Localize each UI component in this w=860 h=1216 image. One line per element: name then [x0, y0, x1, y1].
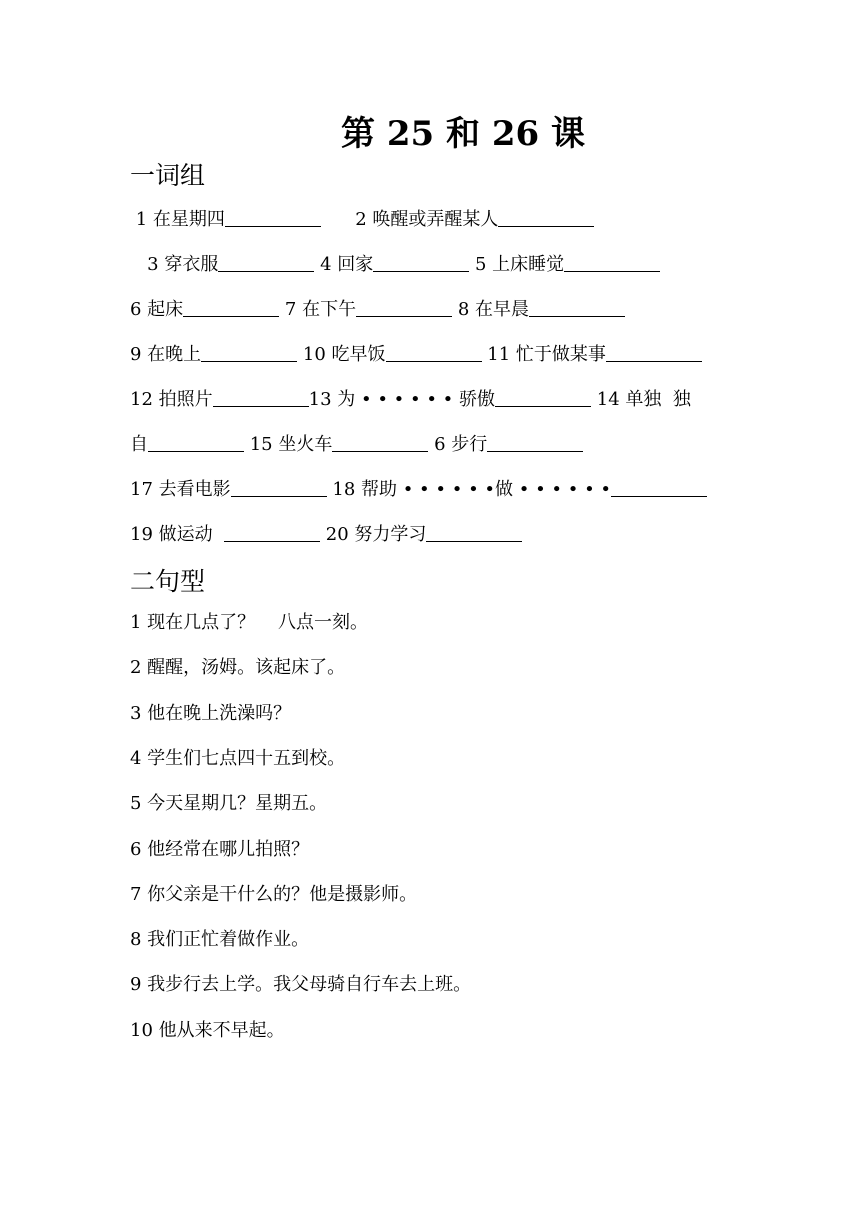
- phrase-text: 10 吃早饭: [297, 344, 386, 365]
- phrase-text: 14 单独 独: [591, 389, 691, 410]
- phrase-text: 6 起床: [130, 299, 184, 320]
- answer-blank[interactable]: [386, 343, 482, 362]
- phrase-text: 18 帮助 • • • • • •做 • • • • • •: [326, 479, 612, 500]
- section-heading-sentences: 二句型: [130, 567, 206, 596]
- answer-blank[interactable]: [183, 298, 279, 317]
- sentence-line: 2 醒醒，汤姆。该起床了。: [130, 657, 346, 679]
- phrase-text: 20 努力学习: [320, 524, 427, 545]
- sentence-line: 7 你父亲是干什么的？他是摄影师。: [130, 883, 418, 905]
- answer-blank[interactable]: [495, 388, 591, 407]
- phrase-line: [130, 388, 691, 411]
- answer-blank[interactable]: [498, 208, 594, 227]
- phrase-line: [130, 478, 707, 501]
- answer-blank[interactable]: [487, 433, 583, 452]
- sentence-line: 10 他从来不早起。: [130, 1019, 285, 1041]
- phrase-text: 12 拍照片: [130, 389, 213, 410]
- page-title: 第 25 和 26 课: [341, 114, 585, 154]
- answer-blank[interactable]: [356, 298, 452, 317]
- phrase-text: 3 穿衣服: [130, 254, 219, 275]
- phrase-line: [130, 343, 702, 366]
- phrase-line: [130, 523, 522, 546]
- phrase-text: 8 在早晨: [452, 299, 529, 320]
- phrase-line: [130, 208, 594, 231]
- answer-blank[interactable]: [148, 433, 244, 452]
- sentence-line: 4 学生们七点四十五到校。: [130, 747, 346, 769]
- answer-blank[interactable]: [611, 478, 707, 497]
- section-heading-phrases: 一词组: [130, 161, 206, 190]
- phrase-text: 19 做运动: [130, 524, 225, 545]
- phrase-line: [130, 253, 660, 276]
- answer-blank[interactable]: [529, 298, 625, 317]
- phrase-text: 11 忙于做某事: [481, 344, 606, 365]
- answer-blank[interactable]: [225, 208, 321, 227]
- phrase-text: 6 步行: [428, 434, 488, 455]
- phrase-text: 4 回家: [314, 254, 374, 275]
- answer-blank[interactable]: [224, 523, 320, 542]
- answer-blank[interactable]: [218, 253, 314, 272]
- answer-blank[interactable]: [426, 523, 522, 542]
- sentence-line: 6 他经常在哪儿拍照？: [130, 838, 310, 860]
- answer-blank[interactable]: [606, 343, 702, 362]
- phrase-text: 17 去看电影: [130, 479, 231, 500]
- answer-blank[interactable]: [332, 433, 428, 452]
- phrase-text: 5 上床睡觉: [469, 254, 565, 275]
- phrase-text: 9 在晚上: [130, 344, 202, 365]
- answer-blank[interactable]: [213, 388, 309, 407]
- phrase-text: 7 在下午: [279, 299, 357, 320]
- sentence-line: 5 今天星期几？星期五。: [130, 793, 328, 815]
- answer-blank[interactable]: [373, 253, 469, 272]
- answer-blank[interactable]: [201, 343, 297, 362]
- answer-blank[interactable]: [564, 253, 660, 272]
- phrase-text: 15 坐火车: [244, 434, 333, 455]
- phrase-text: 13 为 • • • • • • 骄傲: [308, 389, 496, 410]
- sentence-line: 8 我们正忙着做作业。: [130, 929, 310, 951]
- sentence-line: 3 他在晚上洗澡吗？: [130, 702, 292, 724]
- phrase-text: 2 唤醒或弄醒某人: [320, 209, 499, 230]
- answer-blank[interactable]: [231, 478, 327, 497]
- sentence-line: 9 我步行去上学。我父母骑自行车去上班。: [130, 974, 472, 996]
- phrase-text: 自: [130, 434, 148, 455]
- phrase-line: [130, 298, 625, 321]
- phrase-line: [130, 433, 583, 456]
- sentence-line: 1 现在几点了？ 八点一刻。: [130, 612, 369, 633]
- phrase-text: 1 在星期四: [130, 209, 225, 230]
